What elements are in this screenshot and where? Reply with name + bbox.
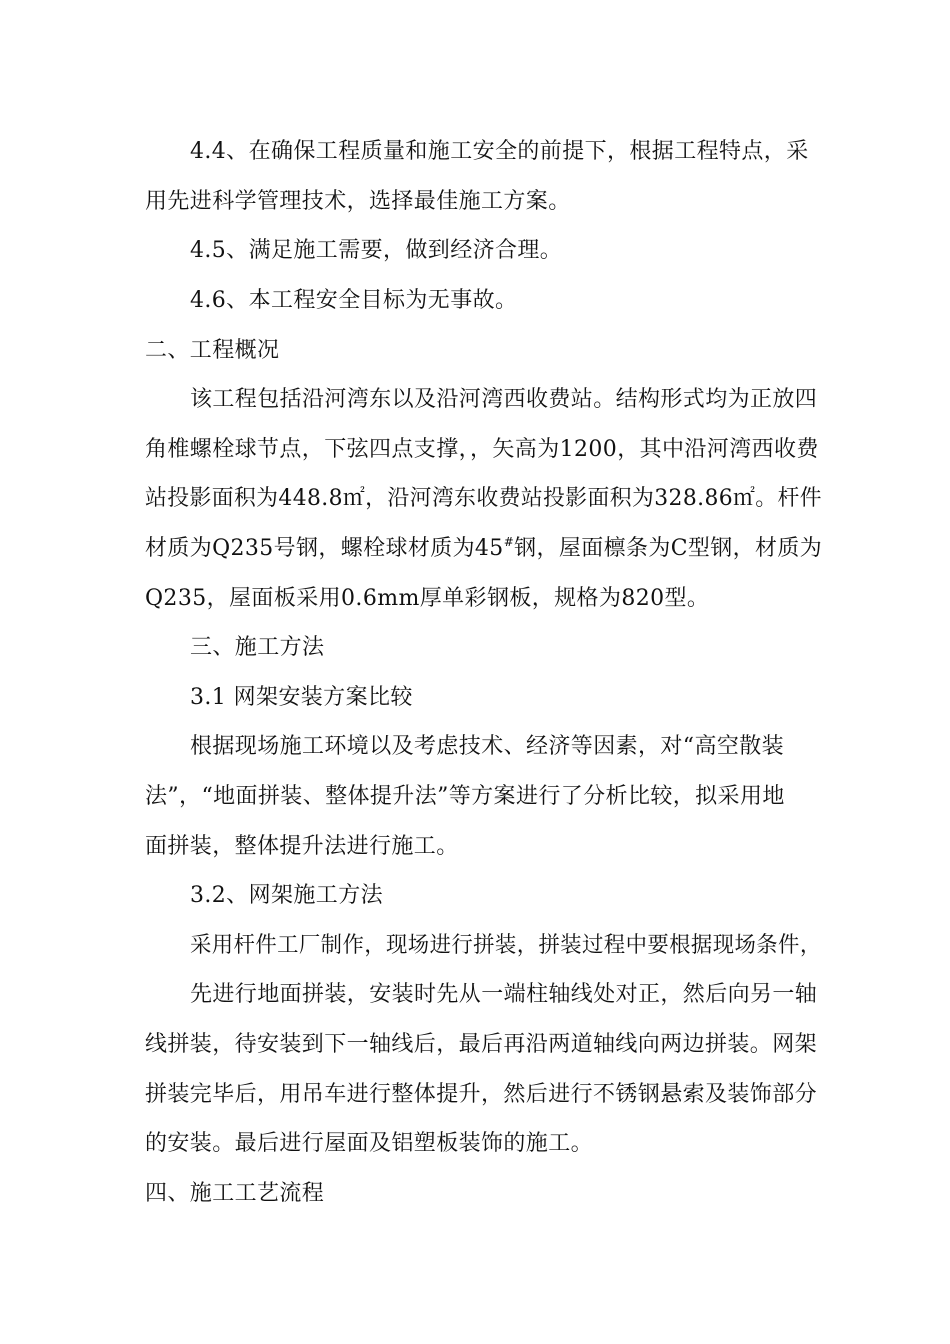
- paragraph-text: 材质为Q235号钢，螺栓球材质为45: [145, 536, 504, 561]
- section-heading: 四、施工工艺流程: [145, 1181, 325, 1206]
- paragraph-line: Q235，屋面板采用0.6mm厚单彩钢板，规格为820型。: [145, 586, 710, 611]
- paragraph-line: 角椎螺栓球节点，下弦四点支撑，，矢高为1200，其中沿河湾西收费: [145, 437, 819, 462]
- paragraph-line: 采用杆件工厂制作，现场进行拼装，拼装过程中要根据现场条件，: [190, 933, 822, 958]
- section-heading: 三、施工方法: [190, 635, 325, 660]
- paragraph-line: 该工程包括沿河湾东以及沿河湾西收费站。结构形式均为正放四: [190, 387, 818, 412]
- paragraph-line: 根据现场施工环境以及考虑技术、经济等因素，对“高空散装: [190, 734, 785, 759]
- paragraph-line: 的安装。最后进行屋面及铝塑板装饰的施工。: [145, 1131, 594, 1156]
- paragraph-line: [145, 534, 822, 564]
- paragraph-line: 线拼装，待安装到下一轴线后，最后再沿两道轴线向两边拼装。网架: [145, 1032, 818, 1057]
- paragraph-line: 用先进科学管理技术，选择最佳施工方案。: [145, 189, 571, 214]
- section-heading: 二、工程概况: [145, 338, 280, 363]
- paragraph-line: 拼装完毕后，用吊车进行整体提升，然后进行不锈钢悬索及装饰部分: [145, 1082, 818, 1107]
- paragraph-line: 站投影面积为448.8㎡，沿河湾东收费站投影面积为328.86㎡。杆件: [145, 486, 822, 511]
- subsection-heading: 3.1 网架安装方案比较: [190, 685, 413, 710]
- paragraph-line: 面拼装，整体提升法进行施工。: [145, 834, 459, 859]
- paragraph-line: 4.5、满足施工需要，做到经济合理。: [190, 238, 563, 263]
- paragraph-line: 4.4、在确保工程质量和施工安全的前提下，根据工程特点，采: [190, 139, 809, 164]
- paragraph-text: 钢，屋面檩条为C型钢，材质为: [514, 536, 823, 561]
- superscript-mark: #: [503, 535, 515, 549]
- paragraph-line: 4.6、本工程安全目标为无事故。: [190, 288, 518, 313]
- paragraph-line: 法”，“地面拼装、整体提升法”等方案进行了分析比较，拟采用地: [145, 784, 785, 809]
- paragraph-line: 先进行地面拼装，安装时先从一端柱轴线处对正，然后向另一轴: [190, 982, 818, 1007]
- subsection-heading: 3.2、网架施工方法: [190, 883, 383, 908]
